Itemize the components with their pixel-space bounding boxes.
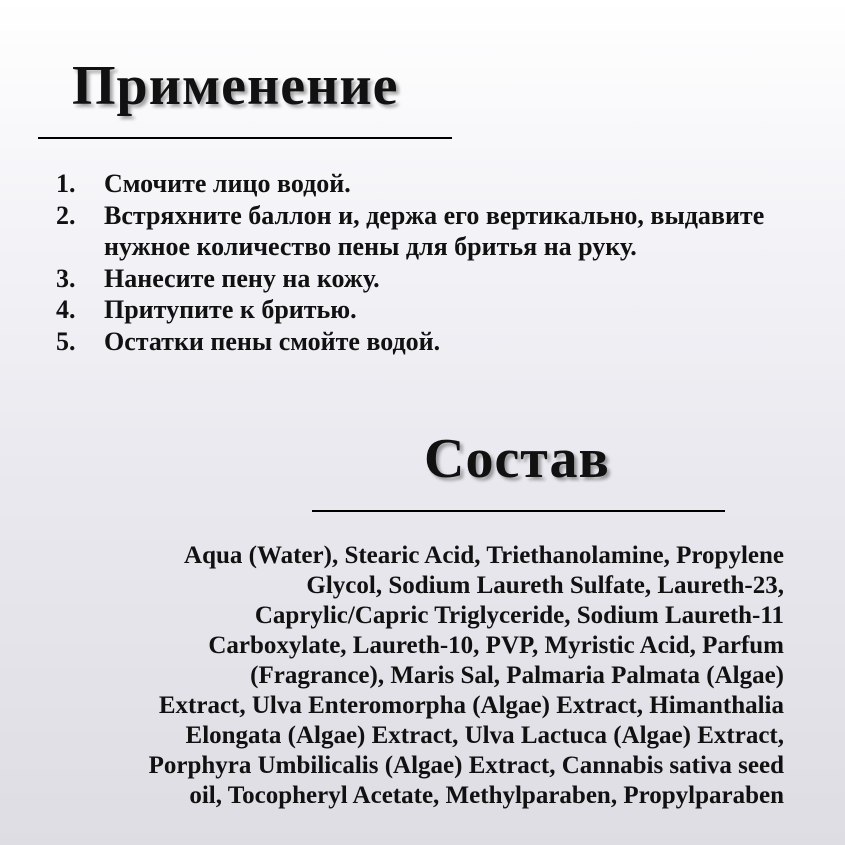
ingredients-line: Glycol, Sodium Laureth Sulfate, Laureth-23,	[306, 572, 784, 599]
usage-step	[56, 263, 796, 295]
usage-step-number: 4.	[56, 295, 76, 324]
usage-step-number: 3.	[56, 263, 76, 293]
ingredients-line: Elongata (Algae) Extract, Ulva Lactuca (Algae) Extract,	[185, 722, 784, 749]
usage-steps-list	[56, 168, 796, 357]
ingredients-line: Extract, Ulva Enteromorpha (Algae) Extract, Himanthalia	[158, 692, 784, 719]
usage-step-text: Притупите к бритью.	[104, 295, 357, 324]
usage-title: Применение	[72, 55, 399, 117]
usage-step	[56, 326, 796, 358]
usage-step-text: Остатки пены смойте водой.	[104, 326, 441, 356]
composition-title-underline	[312, 510, 725, 512]
usage-step	[56, 294, 796, 326]
composition-title: Состав	[424, 428, 610, 490]
ingredients-text	[36, 541, 784, 811]
usage-step	[56, 168, 796, 200]
usage-step-text: Нанесите пену на кожу.	[104, 263, 380, 293]
usage-step-number: 5.	[56, 326, 76, 356]
ingredients-line: Caprylic/Capric Triglyceride, Sodium Laureth-11	[254, 602, 784, 629]
usage-step-number: 1.	[56, 169, 76, 198]
ingredients-line: Aqua (Water), Stearic Acid, Triethanolamine, Propylene	[184, 542, 784, 569]
usage-step	[56, 200, 796, 263]
ingredients-line: oil, Tocopheryl Acetate, Methylparaben, Propylparaben	[189, 782, 784, 809]
ingredients-line: (Fragrance), Maris Sal, Palmaria Palmata (Algae)	[250, 662, 784, 689]
usage-step-number: 2.	[56, 200, 76, 230]
usage-step-text: Встряхните баллон и, держа его вертикально, выдавите нужное количество пены для бритья на руку.	[104, 200, 765, 261]
ingredients-line: Porphyra Umbilicalis (Algae) Extract, Cannabis sativa seed	[148, 752, 784, 779]
ingredients-line: Carboxylate, Laureth-10, PVP, Myristic Acid, Parfum	[208, 632, 784, 659]
usage-title-underline	[38, 137, 452, 139]
usage-step-text: Смочите лицо водой.	[104, 169, 351, 198]
